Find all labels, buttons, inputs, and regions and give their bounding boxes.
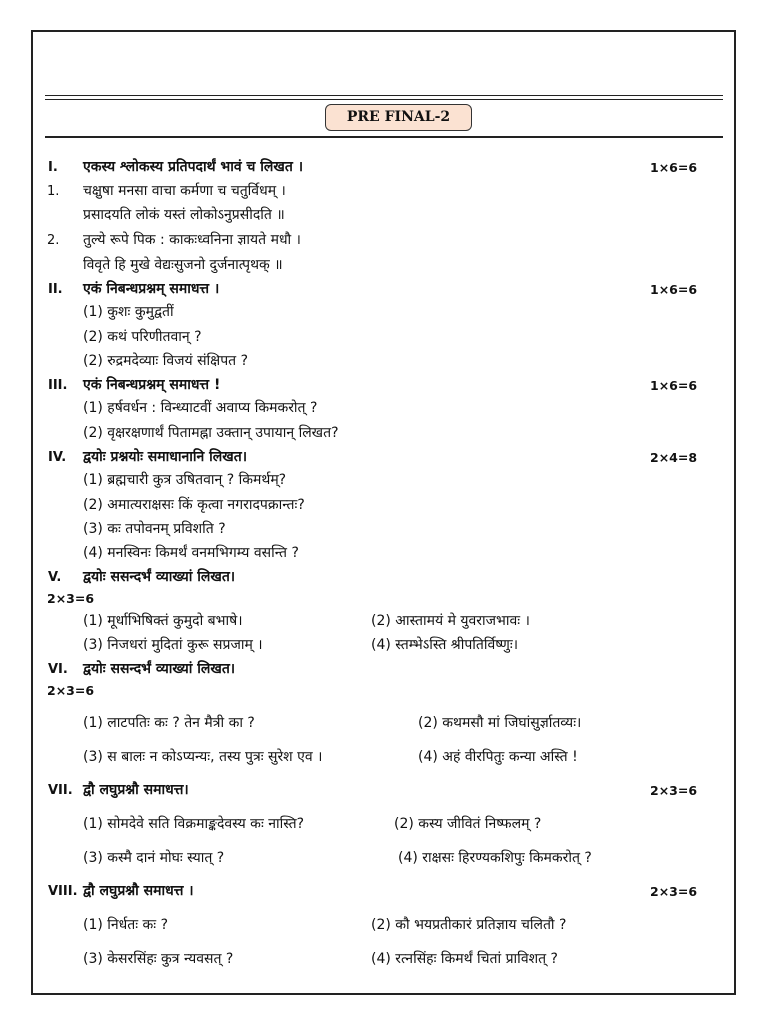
header-rule (45, 99, 723, 100)
header-rule-bottom (45, 136, 723, 138)
sub-question: (1) मूर्धाभिषिक्तं कुमुदो बभाषे। (83, 613, 243, 629)
sub-question: (4) अहं वीरपितुः कन्या अस्ति ! (418, 749, 578, 765)
question-marks: 1×6=6 (650, 378, 698, 393)
sub-question: (1) निर्धतः कः ? (83, 917, 169, 933)
question-number: V. (48, 570, 62, 585)
header-rule (45, 95, 723, 96)
sub-question: (1) ब्रह्मचारी कुत्र उषितवान् ? किमर्थम्? (83, 472, 287, 488)
question-number: I. (48, 160, 58, 175)
sub-question: (1) सोमदेवे सति विक्रमाङ्कदेवस्य कः नास्ति? (83, 816, 305, 832)
verse-number: 1. (47, 184, 60, 199)
verse-line: चक्षुषा मनसा वाचा कर्मणा च चतुर्विधम् । (83, 183, 286, 199)
question-marks: 2×4=8 (650, 450, 698, 465)
sub-question: (4) राक्षसः हिरण्यकशिपुः किमकरोत् ? (398, 850, 592, 866)
sub-question: (3) केसरसिंहः कुत्र न्यवसत् ? (83, 951, 234, 967)
sub-question: (3) निजधरां मुदितां कुरू सप्रजाम् । (83, 637, 263, 653)
verse-line: विवृते हि मुखे वेद्यःसुजनो दुर्जनात्पृथक् ॥ (83, 257, 283, 273)
sub-question: (4) मनस्विनः किमर्थं वनमभिगम्य वसन्ति ? (83, 545, 299, 561)
sub-question: (4) स्तम्भेऽस्ति श्रीपतिर्विष्णुः। (371, 637, 519, 653)
sub-question: (2) अमात्यराक्षसः किं कृत्वा नगरादपक्रान्तः? (83, 497, 305, 513)
question-marks: 2×3=6 (650, 884, 698, 899)
question-heading: द्वयोः ससन्दर्भं व्याख्यां लिखत। (83, 569, 236, 585)
question-heading: एकस्य श्लोकस्य प्रतिपदार्थं भावं च लिखत । (83, 159, 304, 175)
question-heading: द्वयोः ससन्दर्भं व्याख्यां लिखत। (83, 661, 236, 677)
sub-question: (3) कः तपोवनम् प्रविशति ? (83, 521, 226, 537)
verse-line: प्रसादयति लोकं यस्तं लोकोऽनुप्रसीदति ॥ (83, 207, 285, 223)
sub-question: (3) कस्मै दानं मोघः स्यात् ? (83, 850, 225, 866)
sub-question: (1) लाटपतिः कः ? तेन मैत्री का ? (83, 715, 255, 731)
question-number: III. (48, 378, 68, 393)
question-number: VI. (48, 662, 68, 677)
sub-question: (2) वृक्षरक्षणार्थं पितामह्ना उक्तान् उपायान् लिखत? (83, 425, 339, 441)
question-number: II. (48, 282, 63, 297)
question-heading: द्वौ लघुप्रश्नौ समाधत्त। (83, 782, 189, 798)
verse-number: 2. (47, 233, 60, 248)
verse-line: तुल्ये रूपे पिक : काकःध्वनिना ज्ञायते मधौ । (83, 232, 301, 248)
sub-question: (2) कथमसौ मां जिघांसुर्ज्ञातव्यः। (418, 715, 582, 731)
sub-question: (2) आस्तामयं मे युवराजभावः । (371, 613, 530, 629)
question-number: VII. (48, 783, 73, 798)
sub-question: (1) कुशः कुमुद्वतीं (83, 304, 174, 320)
sub-question: (3) स बालः न कोऽप्यन्यः, तस्य पुत्रः सुरेश एव । (83, 749, 323, 765)
sub-question: (2) कथं परिणीतवान् ? (83, 329, 202, 345)
question-heading: द्वौ लघुप्रश्नौ समाधत्त । (83, 883, 194, 899)
question-marks: 2×3=6 (47, 683, 95, 698)
question-heading: एकं निबन्धप्रश्नम् समाधत्त । (83, 281, 220, 297)
question-marks: 2×3=6 (650, 783, 698, 798)
sub-question: (2) कस्य जीवितं निष्फलम् ? (394, 816, 542, 832)
question-heading: द्वयोः प्रश्नयोः समाधानानि लिखत। (83, 449, 248, 465)
question-number: VIII. (48, 884, 78, 899)
question-heading: एकं निबन्धप्रश्नम् समाधत्त ! (83, 377, 221, 393)
sub-question: (1) हर्षवर्धन : विन्ध्याटवीं अवाप्य किमकरोत् ? (83, 400, 318, 416)
question-marks: 2×3=6 (47, 591, 95, 606)
sub-question: (4) रत्नसिंहः किमर्थं चितां प्राविशत् ? (371, 951, 558, 967)
question-marks: 1×6=6 (650, 160, 698, 175)
question-marks: 1×6=6 (650, 282, 698, 297)
sub-question: (2) रुद्रमदेव्याः विजयं संक्षिपत ? (83, 353, 249, 369)
question-number: IV. (48, 450, 67, 465)
sub-question: (2) कौ भयप्रतीकारं प्रतिज्ञाय चलितौ ? (371, 917, 567, 933)
exam-title-badge: PRE FINAL-2 (325, 104, 472, 131)
